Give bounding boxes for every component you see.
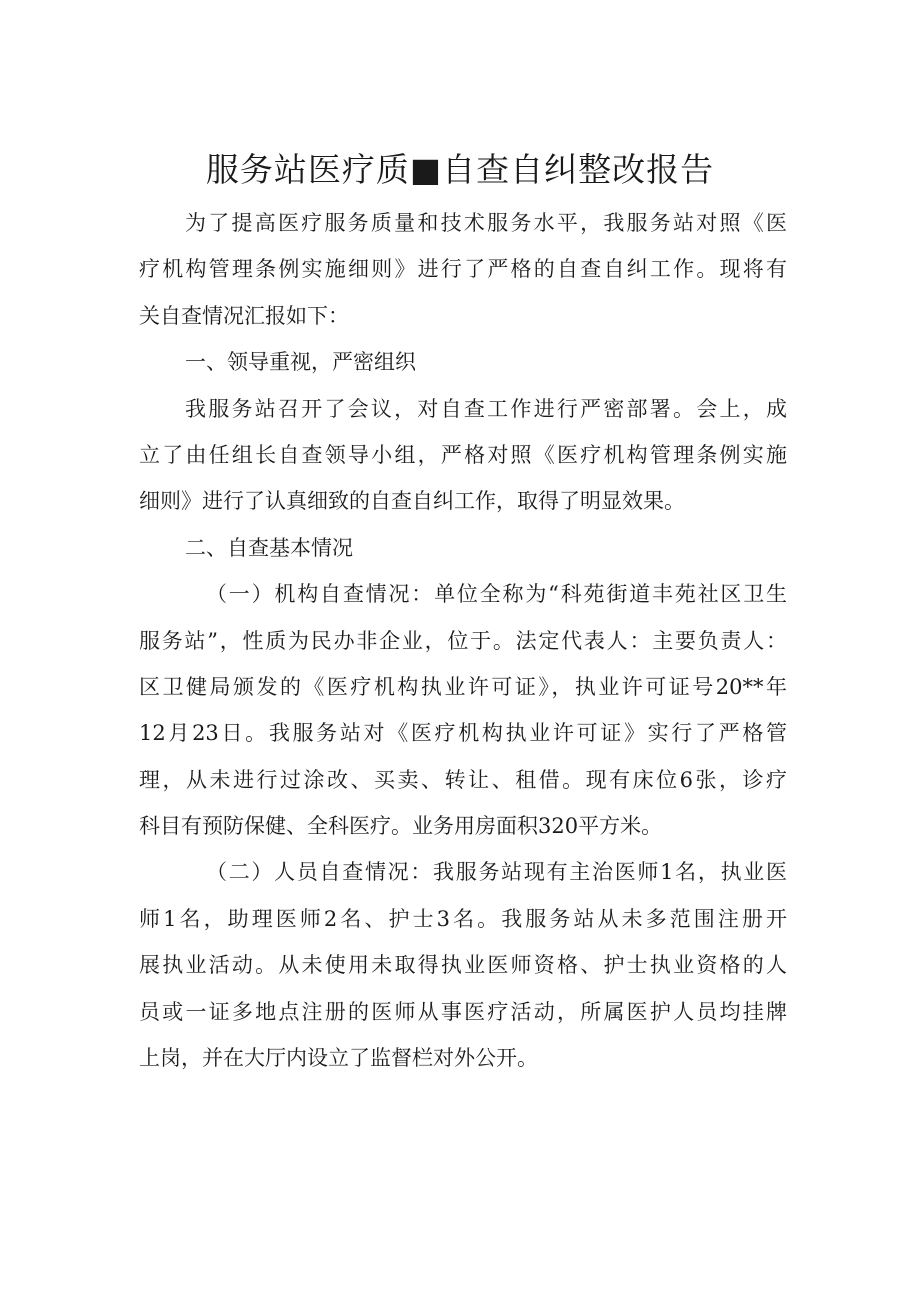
paragraph-line: 细则》进行了认真细致的自查自纠工作，取得了明显效果。 xyxy=(139,489,685,514)
section-heading: 一、领导重视，严密组织 xyxy=(185,350,416,375)
paragraph-line: 理，从未进行过涂改、买卖、转让、租借。现有床位6张，诊疗 xyxy=(139,767,787,792)
paragraph-line: 员或一证多地点注册的医师从事医疗活动，所属医护人员均挂牌 xyxy=(139,999,787,1024)
section-heading: 二、自查基本情况 xyxy=(185,535,353,560)
paragraph-line: 12月23日。我服务站对《医疗机构执业许可证》实行了严格管 xyxy=(139,721,787,746)
paragraph-line: 疗机构管理条例实施细则》进行了严格的自查自纠工作。现将有 xyxy=(139,257,787,282)
paragraph-line: 关自查情况汇报如下： xyxy=(139,303,349,328)
paragraph-line: （二）人员自查情况：我服务站现有主治医师1名，执业医 xyxy=(206,860,787,885)
paragraph-line: 师1名，助理医师2名、护士3名。我服务站从未多范围注册开 xyxy=(139,906,787,931)
paragraph-line: 展执业活动。从未使用未取得执业医师资格、护士执业资格的人 xyxy=(139,953,787,978)
paragraph-line: 为了提高医疗服务质量和技术服务水平，我服务站对照《医 xyxy=(185,211,787,235)
document-body xyxy=(139,200,787,1081)
paragraph-line: 立了由任组长自查领导小组，严格对照《医疗机构管理条例实施 xyxy=(139,442,787,467)
paragraph-line: 区卫健局颁发的《医疗机构执业许可证》，执业许可证号20**年 xyxy=(139,674,787,699)
document-title: 服务站医疗质■自查自纠整改报告 xyxy=(205,150,715,189)
paragraph-line: （一）机构自查情况：单位全称为“科苑街道丰苑社区卫生 xyxy=(206,582,787,607)
paragraph-line: 上岗，并在大厅内设立了监督栏对外公开。 xyxy=(139,1046,538,1071)
paragraph-line: 服务站”，性质为民办非企业，位于。法定代表人：主要负责人： xyxy=(139,628,787,653)
paragraph-line: 我服务站召开了会议，对自查工作进行严密部署。会上，成 xyxy=(185,396,787,421)
paragraph-line: 科目有预防保健、全科医疗。业务用房面积320平方米。 xyxy=(139,814,663,839)
